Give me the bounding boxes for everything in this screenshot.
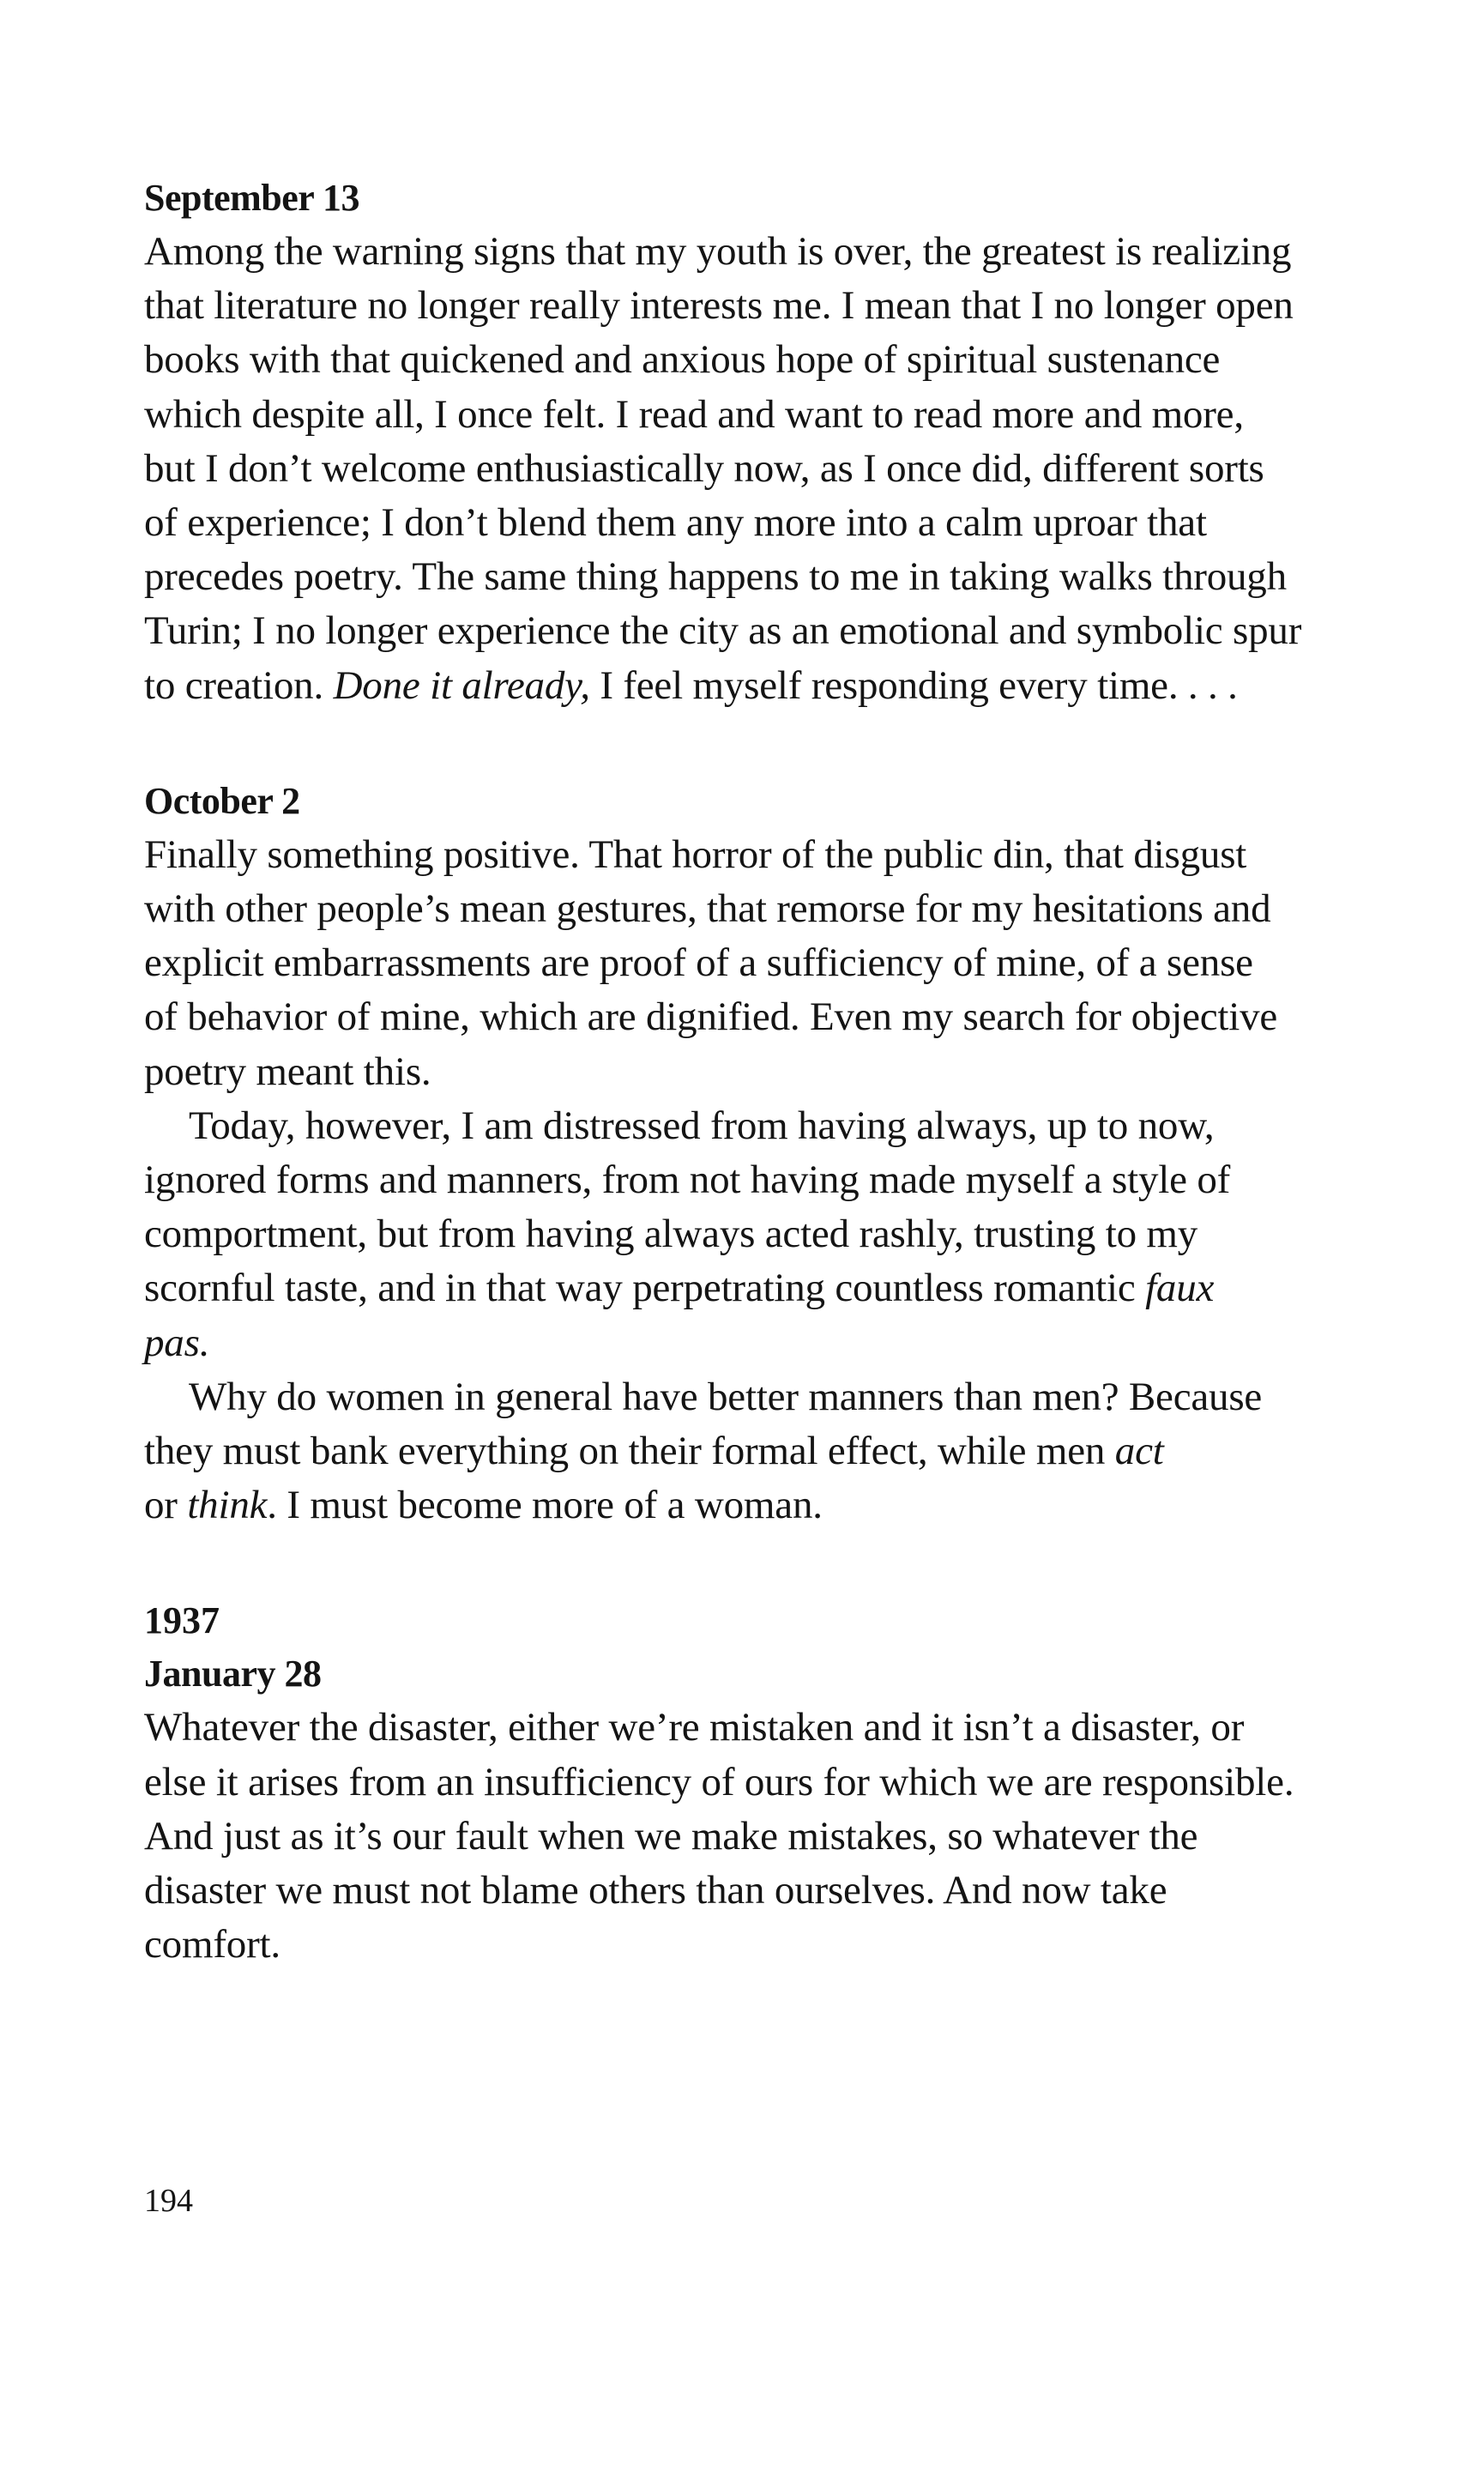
text-line: that literature no longer really interests me. I mean that I no longer open — [144, 283, 1294, 329]
entry-paragraph — [144, 1099, 1362, 1370]
text-line: comfort. — [144, 1922, 281, 1967]
text-line: Turin; I no longer experience the city as an emotional and symbolic spur — [144, 608, 1302, 654]
text-segment: or — [144, 1483, 188, 1528]
text-segment: I feel myself responding every time. . . . — [589, 662, 1238, 708]
italic-text: act — [1114, 1429, 1164, 1474]
entry-paragraph — [144, 225, 1362, 713]
text-line: Finally something positive. That horror of the public din, that disgust — [144, 831, 1247, 877]
text-line: Among the warning signs that my youth is over, the greatest is realizing — [144, 229, 1292, 274]
entry-date: September 13 — [144, 177, 360, 219]
entry-paragraph — [144, 828, 1362, 1099]
text-line: else it arises from an insufficiency of ours for which we are responsible. — [144, 1759, 1294, 1804]
italic-text: Done it already, — [333, 662, 590, 708]
page-body — [144, 172, 1362, 1972]
text-line: And just as it’s our fault when we make mistakes, so whatever the — [144, 1813, 1198, 1859]
text-line: ignored forms and manners, from not having made myself a style of — [144, 1157, 1231, 1203]
text-line: explicit embarrassments are proof of a sufficiency of mine, of a sense — [144, 940, 1253, 986]
text-line — [144, 659, 1362, 713]
entry-october-2 — [144, 775, 1362, 1533]
italic-text: faux — [1145, 1266, 1215, 1311]
entry-date: October 2 — [144, 779, 300, 822]
text-line: Why do women in general have better manners than men? Because — [189, 1374, 1263, 1419]
italic-text: think — [187, 1483, 268, 1528]
italic-text: pas. — [144, 1320, 210, 1365]
year-heading: 1937 — [144, 1599, 220, 1642]
entry-date: January 28 — [144, 1653, 322, 1695]
text-line — [144, 1316, 1362, 1370]
text-line — [144, 1478, 1362, 1532]
text-segment: . I must become more of a woman. — [267, 1483, 823, 1528]
text-segment: scornful taste, and in that way perpetrating countless romantic — [144, 1266, 1146, 1311]
entry-september-13 — [144, 172, 1362, 713]
entry-january-28 — [144, 1594, 1362, 1972]
text-line: books with that quickened and anxious hope of spiritual sustenance — [144, 337, 1221, 383]
text-line: of experience; I don’t blend them any more into a calm uproar that — [144, 500, 1207, 546]
text-line: of behavior of mine, which are dignified. Even my search for objective — [144, 994, 1278, 1040]
text-line: precedes poetry. The same thing happens to me in taking walks through — [144, 554, 1287, 600]
entry-paragraph — [144, 1701, 1362, 1972]
text-line: with other people’s mean gestures, that remorse for my hesitations and — [144, 886, 1271, 932]
text-line: comportment, but from having always acted rashly, trusting to my — [144, 1212, 1198, 1257]
text-line — [144, 1261, 1362, 1315]
text-line: poetry meant this. — [144, 1049, 431, 1094]
text-line: disaster we must not blame others than ourselves. And now take — [144, 1868, 1167, 1913]
text-line: which despite all, I once felt. I read and want to read more and more, — [144, 391, 1244, 437]
text-line: but I don’t welcome enthusiastically now, as I once did, different sorts — [144, 445, 1264, 491]
text-segment: they must bank everything on their formal effect, while men — [144, 1429, 1115, 1474]
entry-paragraph — [144, 1370, 1362, 1533]
text-segment: to creation. — [144, 662, 334, 708]
text-line — [144, 1424, 1362, 1478]
text-line: Today, however, I am distressed from having always, up to now, — [189, 1103, 1215, 1148]
text-line: Whatever the disaster, either we’re mistaken and it isn’t a disaster, or — [144, 1705, 1245, 1750]
page-number: 194 — [144, 2183, 193, 2219]
